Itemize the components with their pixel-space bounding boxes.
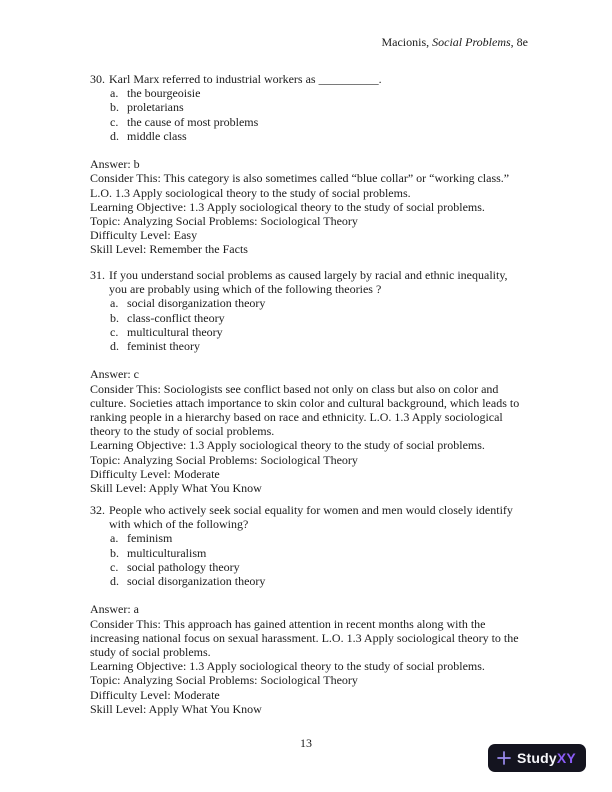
question-line bbox=[90, 72, 526, 86]
question-number: 31. bbox=[90, 268, 105, 282]
meta-consider-this: Consider This: This category is also sometimes called “blue collar” or “working class.” bbox=[90, 171, 510, 186]
answer-option bbox=[110, 574, 526, 588]
header-book-title: Social Problems bbox=[432, 35, 511, 49]
meta-topic: Topic: Analyzing Social Problems: Sociological Theory bbox=[90, 214, 358, 229]
answer-option bbox=[110, 339, 526, 353]
header-edition: , 8e bbox=[510, 35, 528, 49]
answer-option bbox=[110, 311, 526, 325]
brand-study: Study bbox=[517, 749, 557, 766]
brand-xy: XY bbox=[556, 749, 576, 766]
studyxy-watermark bbox=[488, 744, 586, 772]
question-block-31 bbox=[90, 268, 526, 495]
option-letter: d. bbox=[110, 574, 119, 589]
question-text: If you understand social problems as caused largely by racial and ethnic inequality, you are probably using which of the following theories ? bbox=[109, 268, 508, 297]
option-letter: c. bbox=[110, 559, 119, 574]
option-text: the cause of most problems bbox=[127, 114, 259, 129]
meta-difficulty: Difficulty Level: Easy bbox=[90, 228, 198, 243]
question-line bbox=[90, 268, 526, 296]
meta-topic: Topic: Analyzing Social Problems: Sociological Theory bbox=[90, 673, 358, 688]
question-text: Karl Marx referred to industrial workers as __________. bbox=[109, 72, 382, 86]
meta-difficulty: Difficulty Level: Moderate bbox=[90, 466, 220, 481]
meta-difficulty: Difficulty Level: Moderate bbox=[90, 687, 220, 702]
option-letter: b. bbox=[110, 310, 119, 325]
option-text: feminism bbox=[127, 531, 173, 546]
option-letter: d. bbox=[110, 339, 119, 354]
question-number: 32. bbox=[90, 503, 105, 517]
meta-learning-objective: Learning Objective: 1.3 Apply sociological theory to the study of social problems. bbox=[90, 438, 485, 453]
answer-meta bbox=[90, 367, 526, 495]
meta-consider-this: Consider This: Sociologists see conflict based not only on class but also on color and culture. Societies attach importance to skin color and cultural background, which leads to ranking people in a hierarchy based on race and ethnicity. L.O. 1.3 Apply sociological theory to the study of social problems. bbox=[90, 381, 520, 439]
option-text: the bourgeoisie bbox=[127, 86, 201, 101]
option-text: proletarians bbox=[127, 100, 184, 115]
option-letter: b. bbox=[110, 100, 119, 115]
option-text: social disorganization theory bbox=[127, 574, 266, 589]
option-letter: a. bbox=[110, 531, 119, 546]
meta-learning-outcome: L.O. 1.3 Apply sociological theory to the study of social problems. bbox=[90, 185, 411, 200]
option-text: class-conflict theory bbox=[127, 310, 225, 325]
question-number: 30. bbox=[90, 72, 105, 86]
question-text: People who actively seek social equality for women and men would closely identify with which of the following? bbox=[109, 503, 513, 532]
answer-meta bbox=[90, 157, 526, 256]
option-letter: d. bbox=[110, 128, 119, 143]
answer-option bbox=[110, 100, 526, 114]
question-block-32 bbox=[90, 503, 526, 716]
page-number: 13 bbox=[300, 736, 312, 750]
meta-learning-objective: Learning Objective: 1.3 Apply sociological theory to the study of social problems. bbox=[90, 199, 485, 214]
plus-icon bbox=[496, 750, 512, 766]
option-text: feminist theory bbox=[127, 339, 200, 354]
answer-option bbox=[110, 296, 526, 310]
option-text: middle class bbox=[127, 128, 187, 143]
meta-answer: Answer: b bbox=[90, 157, 140, 172]
meta-consider-this: Consider This: This approach has gained attention in recent months along with the increasing national focus on sexual harassment. L.O. 1.3 Apply sociological theory to the study of social problems. bbox=[90, 616, 519, 660]
meta-learning-objective: Learning Objective: 1.3 Apply sociological theory to the study of social problems. bbox=[90, 659, 485, 674]
answer-option bbox=[110, 531, 526, 545]
meta-skill: Skill Level: Remember the Facts bbox=[90, 242, 248, 257]
option-letter: a. bbox=[110, 296, 119, 311]
running-header bbox=[381, 35, 528, 49]
answer-option bbox=[110, 115, 526, 129]
option-text: social disorganization theory bbox=[127, 296, 266, 311]
option-letter: c. bbox=[110, 324, 119, 339]
meta-skill: Skill Level: Apply What You Know bbox=[90, 481, 262, 496]
option-letter: b. bbox=[110, 545, 119, 560]
meta-answer: Answer: a bbox=[90, 602, 139, 617]
meta-topic: Topic: Analyzing Social Problems: Sociological Theory bbox=[90, 452, 358, 467]
header-author: Macionis, bbox=[381, 35, 433, 49]
meta-skill: Skill Level: Apply What You Know bbox=[90, 701, 262, 716]
brand-wordmark bbox=[517, 751, 576, 765]
option-letter: a. bbox=[110, 86, 119, 101]
answer-option bbox=[110, 546, 526, 560]
answer-option bbox=[110, 325, 526, 339]
question-line bbox=[90, 503, 526, 531]
option-text: multicultural theory bbox=[127, 324, 223, 339]
answer-option bbox=[110, 560, 526, 574]
answer-option bbox=[110, 129, 526, 143]
question-block-30 bbox=[90, 72, 526, 257]
meta-answer: Answer: c bbox=[90, 367, 139, 382]
option-letter: c. bbox=[110, 114, 119, 129]
option-text: multiculturalism bbox=[127, 545, 207, 560]
option-text: social pathology theory bbox=[127, 559, 240, 574]
answer-option bbox=[110, 86, 526, 100]
answer-meta bbox=[90, 602, 526, 716]
